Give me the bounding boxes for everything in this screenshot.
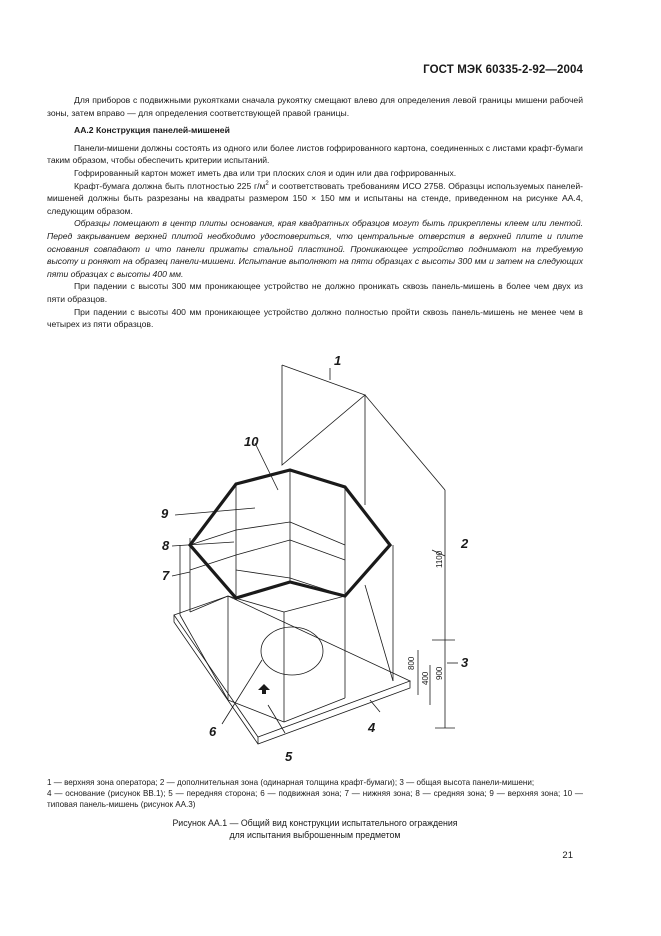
dimension-1100: 1100: [435, 550, 444, 568]
document-header: ГОСТ МЭК 60335-2-92—2004: [423, 64, 583, 76]
paragraph-panels: Панели-мишени должны состоять из одного или более листов гофрированного картона, соединенных с листами крафт-бумаги таким образом, чтобы обеспечить критерии испытаний.: [47, 142, 583, 166]
legend-line-2: 4 — основание (рисунок ВВ.1); 5 — передняя сторона; 6 — подвижная зона; 7 — нижняя зона; 8 — средняя зона; 9 — верхняя зона; 10 — типовая панель-мишень (рисунок АА.3): [47, 789, 583, 809]
dimension-labels: [407, 550, 444, 685]
paragraph-test-procedure: Образцы помещают в центр плиты основания, края квадратных образцов могут быть прикреплены клеем или лентой. Перед закрыванием верхней плитой необходимо удостовериться, что центральные отверстия в верхней плите и плите основания совпадают и что панели прижаты стальной пластиной. Проникающее устройство поднимают на требуемую высоту и роняют на образец панели-мишени. Испытание выполняют на пяти образцах с высоты 300 мм и затем на следующих пяти образцах с высоты 400 мм.: [47, 218, 583, 279]
callout-7: 7: [162, 568, 170, 583]
callout-1: 1: [334, 353, 342, 368]
page-number: 21: [562, 850, 573, 861]
callout-8: 8: [162, 538, 170, 553]
figure-caption: [47, 817, 583, 841]
callout-2: 2: [461, 536, 469, 551]
callout-10: 10: [244, 434, 259, 449]
paragraph-400mm: При падении с высоты 400 мм проникающее устройство должно полностью пройти сквозь панель-мишень не менее чем в четырех из пяти образцов.: [47, 306, 583, 330]
paragraph-handles: Для приборов с подвижными рукоятками сначала рукоятку смещают влево для определения левой границы мишени рабочей зоны, затем вправо — для определения соответствующей правой границы.: [47, 95, 583, 118]
body-text: [47, 94, 583, 331]
legend-line-1: 1 — верхняя зона оператора; 2 — дополнительная зона (одинарная толщина крафт-бумаги); 3 — общая высота панели-мишени;: [47, 778, 535, 787]
caption-line-2: для испытания выброшенным предметом: [229, 830, 401, 840]
enclosure-drawing: [0, 340, 661, 764]
figure-enclosure-drawing: [0, 340, 661, 764]
figure-legend: [47, 777, 583, 810]
callout-4: 4: [368, 720, 376, 735]
callout-6: 6: [209, 724, 217, 739]
paragraph-kraft-paper: Крафт-бумага должна быть плотностью 225 $г/м^2$ и соответствовать требованиям ИСО 2758. Образцы используемых панелей-мишеней должны быть разрезаны на квадраты размером 150 × 150 мм и испытаны на стенде, приведенном на рисунке АА.4, следующим образом.: [47, 180, 583, 216]
dimension-900: 900: [435, 666, 444, 680]
callout-9: 9: [161, 506, 169, 521]
callout-3: 3: [461, 655, 469, 670]
section-heading: АА.2 Конструкция панелей-мишеней: [74, 125, 230, 136]
dimension-800: 800: [407, 656, 416, 670]
top-board: [282, 365, 365, 505]
dimension-400: 400: [421, 671, 430, 685]
caption-line-1: Рисунок АА.1 — Общий вид конструкции испытательного ограждения: [172, 818, 458, 828]
paragraph-cardboard: Гофрированный картон может иметь два или три плоских слоя и один или два гофрированных.: [74, 167, 457, 178]
paragraph-300mm: При падении с высоты 300 мм проникающее устройство не должно проникать сквозь панель-мишень в более чем двух из пяти образцов.: [47, 281, 583, 304]
callout-5: 5: [285, 749, 293, 764]
